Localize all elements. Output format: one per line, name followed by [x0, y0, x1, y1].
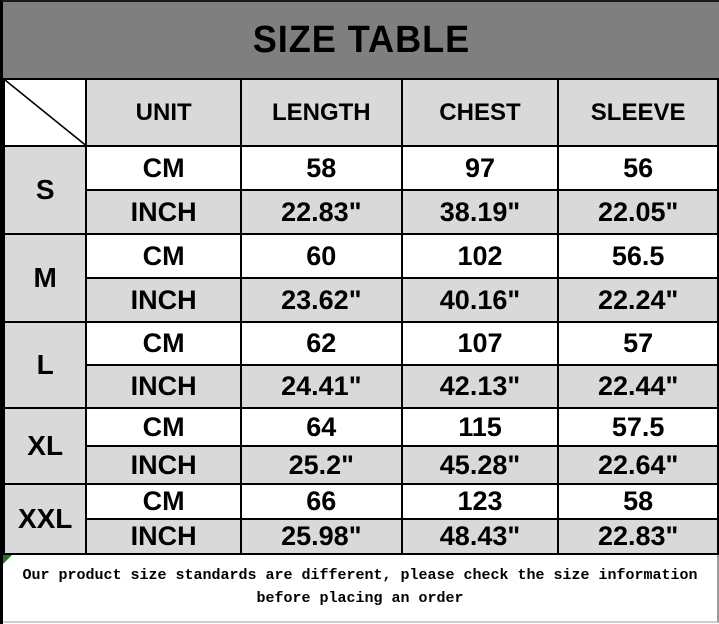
value-cell: 123 — [402, 484, 559, 519]
table-row — [4, 190, 718, 234]
value-cell: 48.43" — [402, 519, 559, 554]
unit-cell: INCH — [86, 278, 241, 322]
value-cell: 115 — [402, 408, 559, 446]
column-header-sleeve: SLEEVE — [558, 79, 718, 146]
value-cell: 24.41" — [241, 365, 402, 408]
value-cell: 64 — [241, 408, 402, 446]
table-row — [4, 234, 718, 278]
table-row — [4, 446, 718, 484]
value-cell: 22.64" — [558, 446, 718, 484]
column-header-length: LENGTH — [241, 79, 402, 146]
size-label-l: L — [4, 322, 86, 408]
value-cell: 22.83" — [558, 519, 718, 554]
value-cell: 102 — [402, 234, 559, 278]
diagonal-corner-cell — [4, 79, 86, 146]
value-cell: 57.5 — [558, 408, 718, 446]
table-row — [4, 519, 718, 554]
unit-cell: INCH — [86, 190, 241, 234]
size-label-xl: XL — [4, 408, 86, 484]
value-cell: 42.13" — [402, 365, 559, 408]
value-cell: 45.28" — [402, 446, 559, 484]
unit-cell: CM — [86, 234, 241, 278]
table-row — [4, 408, 718, 446]
column-header-chest: CHEST — [402, 79, 559, 146]
title-banner — [3, 2, 719, 78]
value-cell: 56.5 — [558, 234, 718, 278]
value-cell: 22.05" — [558, 190, 718, 234]
header-row — [4, 79, 718, 146]
column-header-unit: UNIT — [86, 79, 241, 146]
size-label-m: M — [4, 234, 86, 322]
note-line-2: before placing an order — [256, 590, 464, 607]
table-row — [4, 484, 718, 519]
value-cell: 22.44" — [558, 365, 718, 408]
table-row — [4, 322, 718, 365]
value-cell: 58 — [241, 146, 402, 190]
table-row — [4, 278, 718, 322]
corner-flag-icon — [3, 555, 12, 564]
page-title: SIZE TABLE — [252, 18, 470, 61]
unit-cell: INCH — [86, 365, 241, 408]
unit-cell: CM — [86, 408, 241, 446]
size-note — [3, 555, 719, 623]
size-label-xxl: XXL — [4, 484, 86, 554]
value-cell: 40.16" — [402, 278, 559, 322]
value-cell: 22.83" — [241, 190, 402, 234]
value-cell: 66 — [241, 484, 402, 519]
value-cell: 60 — [241, 234, 402, 278]
value-cell: 57 — [558, 322, 718, 365]
unit-cell: INCH — [86, 446, 241, 484]
unit-cell: CM — [86, 322, 241, 365]
value-cell: 25.2" — [241, 446, 402, 484]
unit-cell: CM — [86, 484, 241, 519]
value-cell: 58 — [558, 484, 718, 519]
value-cell: 107 — [402, 322, 559, 365]
value-cell: 22.24" — [558, 278, 718, 322]
unit-cell: CM — [86, 146, 241, 190]
value-cell: 56 — [558, 146, 718, 190]
size-label-s: S — [4, 146, 86, 234]
unit-cell: INCH — [86, 519, 241, 554]
value-cell: 25.98" — [241, 519, 402, 554]
size-table — [3, 78, 719, 555]
value-cell: 97 — [402, 146, 559, 190]
table-row — [4, 365, 718, 408]
note-line-1: Our product size standards are different, please check the size information — [22, 567, 698, 584]
value-cell: 38.19" — [402, 190, 559, 234]
value-cell: 23.62" — [241, 278, 402, 322]
value-cell: 62 — [241, 322, 402, 365]
table-row — [4, 146, 718, 190]
diagonal-line — [5, 80, 85, 145]
